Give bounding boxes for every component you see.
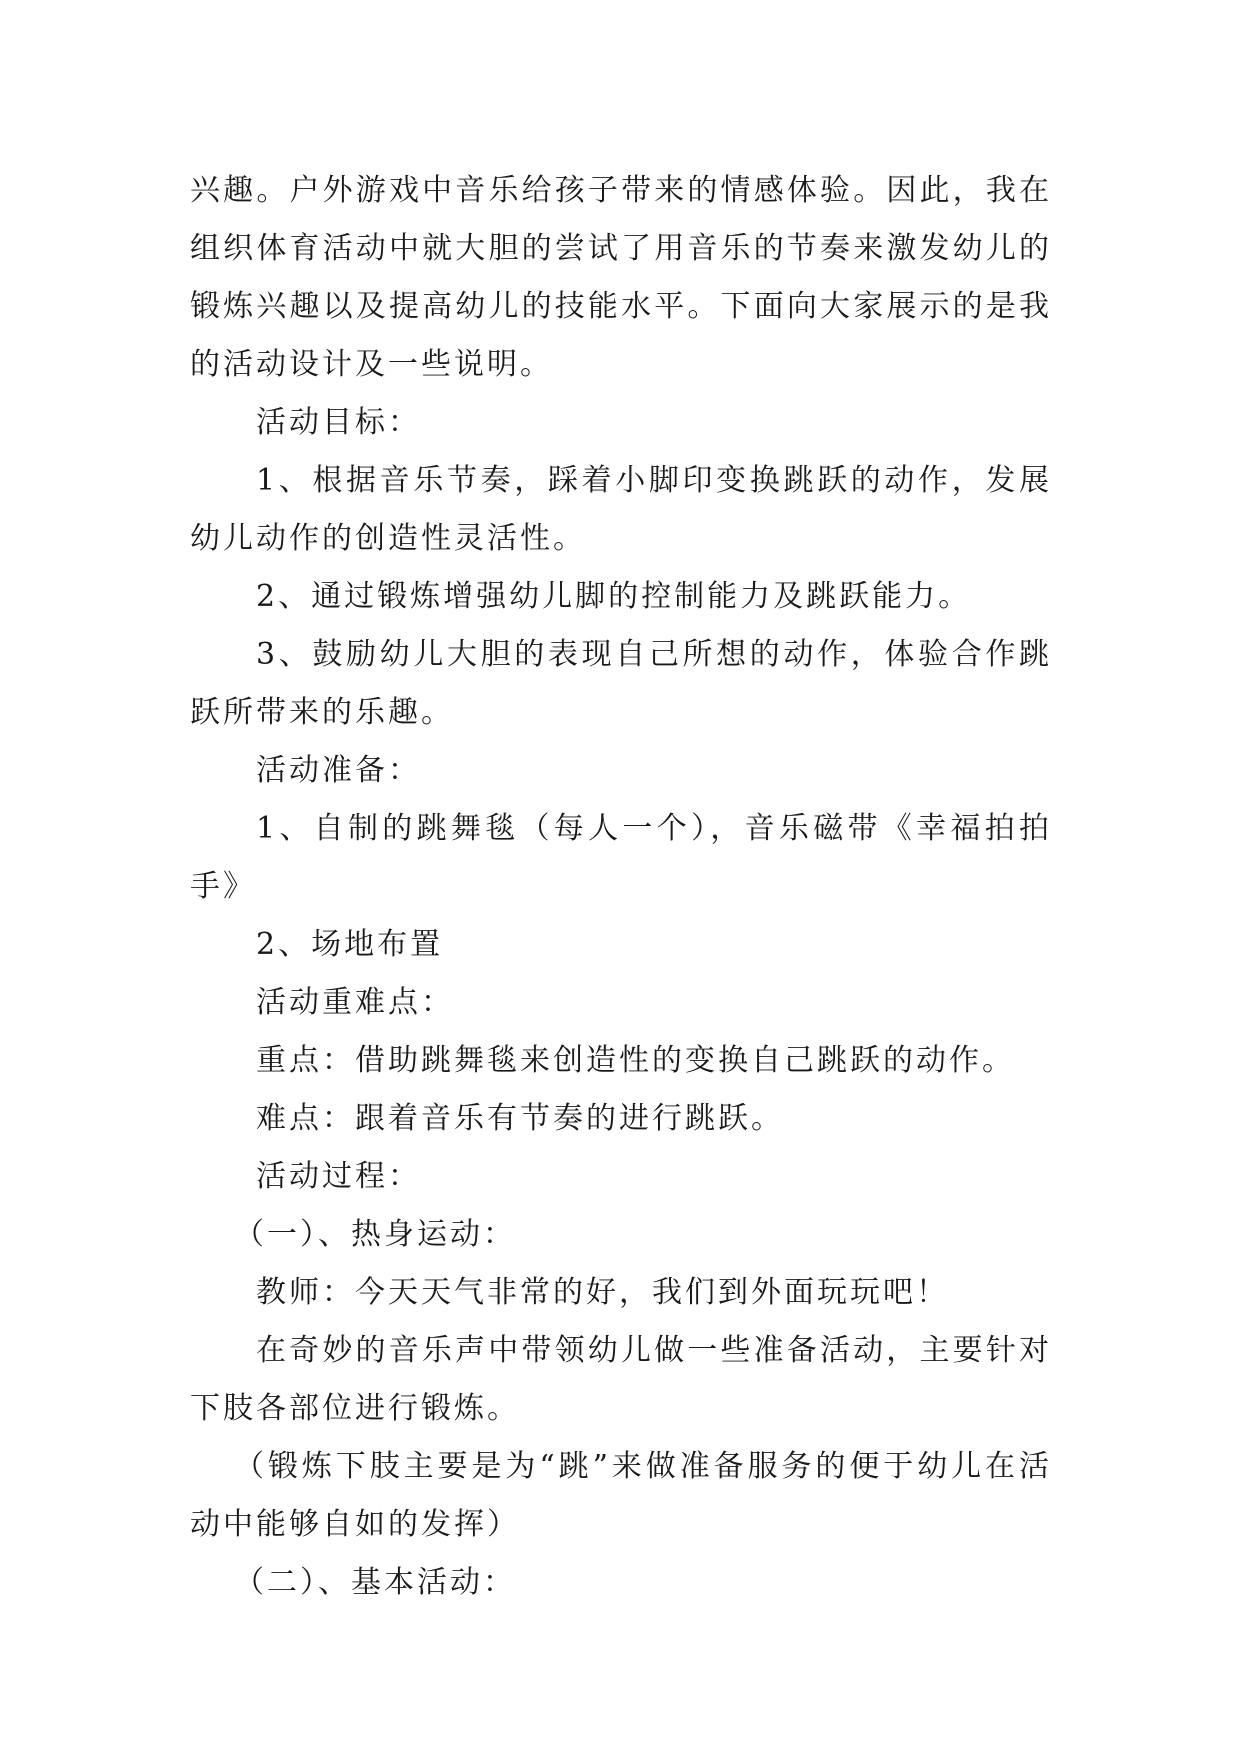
heading-activity-preparation: 活动准备： (256, 753, 421, 788)
section-warm-up: （一）、热身运动： (234, 1217, 516, 1252)
goal-item-2: 2、通过锻炼增强幼儿脚的控制能力及跳跃能力。 (256, 579, 972, 614)
warm-up-description: 在奇妙的音乐声中带领幼儿做一些准备活动，主要针对下肢各部位进行锻炼。 (190, 1333, 1052, 1426)
goal-item-1: 1、根据音乐节奏，踩着小脚印变换跳跃的动作，发展幼儿动作的创造性灵活性。 (190, 463, 1052, 556)
heading-activity-process: 活动过程： (256, 1159, 421, 1194)
key-point: 重点：借助跳舞毯来创造性的变换自己跳跃的动作。 (256, 1043, 1015, 1078)
difficult-point: 难点：跟着音乐有节奏的进行跳跃。 (256, 1101, 784, 1136)
warm-up-note: （锻炼下肢主要是为“跳”来做准备服务的便于幼儿在活动中能够自如的发挥） (190, 1449, 1052, 1542)
document-body (190, 162, 1052, 1612)
paragraph-intro-continued: 兴趣。户外游戏中音乐给孩子带来的情感体验。因此，我在组织体育活动中就大胆的尝试了用音乐的节奏来激发幼儿的锻炼兴趣以及提高幼儿的技能水平。下面向大家展示的是我的活动设计及一些说明。 (190, 173, 1052, 382)
goal-item-3: 3、鼓励幼儿大胆的表现自己所想的动作，体验合作跳跃所带来的乐趣。 (190, 637, 1052, 730)
teacher-line: 教师：今天天气非常的好，我们到外面玩玩吧！ (256, 1275, 949, 1310)
preparation-item-1: 1、自制的跳舞毯（每人一个），音乐磁带《幸福拍拍手》 (190, 811, 1052, 904)
heading-key-difficult-points: 活动重难点： (256, 985, 454, 1020)
section-basic-activity: （二）、基本活动： (234, 1565, 516, 1600)
heading-activity-goals: 活动目标： (256, 405, 421, 440)
preparation-item-2: 2、场地布置 (256, 927, 444, 962)
